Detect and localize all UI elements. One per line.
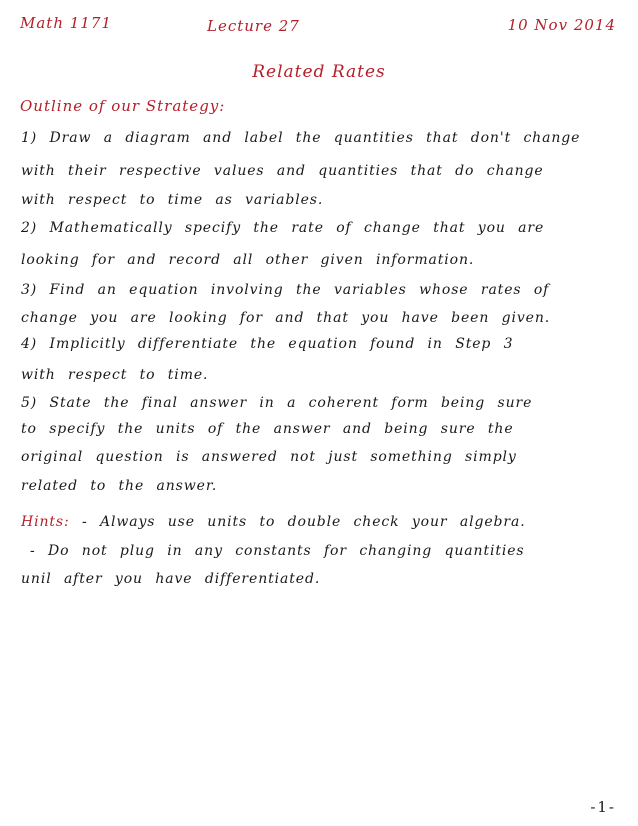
step-2-line-2: looking for and record all other given information. (21, 252, 475, 268)
lecture-number: Lecture 27 (207, 17, 300, 35)
page-number: -1- (590, 798, 616, 816)
step-1-line-3: with respect to time as variables. (21, 192, 324, 208)
step-3-line-2: change you are looking for and that you have been given. (21, 310, 551, 326)
step-5-line-2: to specify the units of the answer and being sure the (21, 421, 514, 437)
step-5-line-1: 5) State the final answer in a coherent form being sure (21, 395, 533, 411)
hint-constants: - Do not plug in any constants for changing quantities (30, 543, 525, 559)
outline-heading: Outline of our Strategy: (20, 97, 226, 115)
step-1-line-1: 1) Draw a diagram and label the quantities that don't change (21, 130, 581, 146)
step-4-line-1: 4) Implicitly differentiate the equation found in Step 3 (21, 336, 514, 352)
hints-label: Hints: (21, 514, 70, 530)
lecture-date: 10 Nov 2014 (507, 16, 616, 34)
step-2-line-1: 2) Mathematically specify the rate of change that you are (21, 220, 545, 236)
hint-units: - Always use units to double check your algebra. (82, 514, 526, 530)
course-name: Math 1171 (20, 14, 112, 32)
step-4-line-2: with respect to time. (21, 367, 209, 383)
hint-constants-cont: unil after you have differentiated. (21, 571, 321, 587)
hints-line-1 (21, 514, 621, 530)
step-1-line-2: with their respective values and quantities that do change (21, 163, 544, 179)
page-title: Related Rates (252, 62, 386, 82)
step-5-line-3: original question is answered not just something simply (21, 449, 517, 465)
step-5-line-4: related to the answer. (21, 478, 218, 494)
step-3-line-1: 3) Find an equation involving the variables whose rates of (21, 282, 550, 298)
